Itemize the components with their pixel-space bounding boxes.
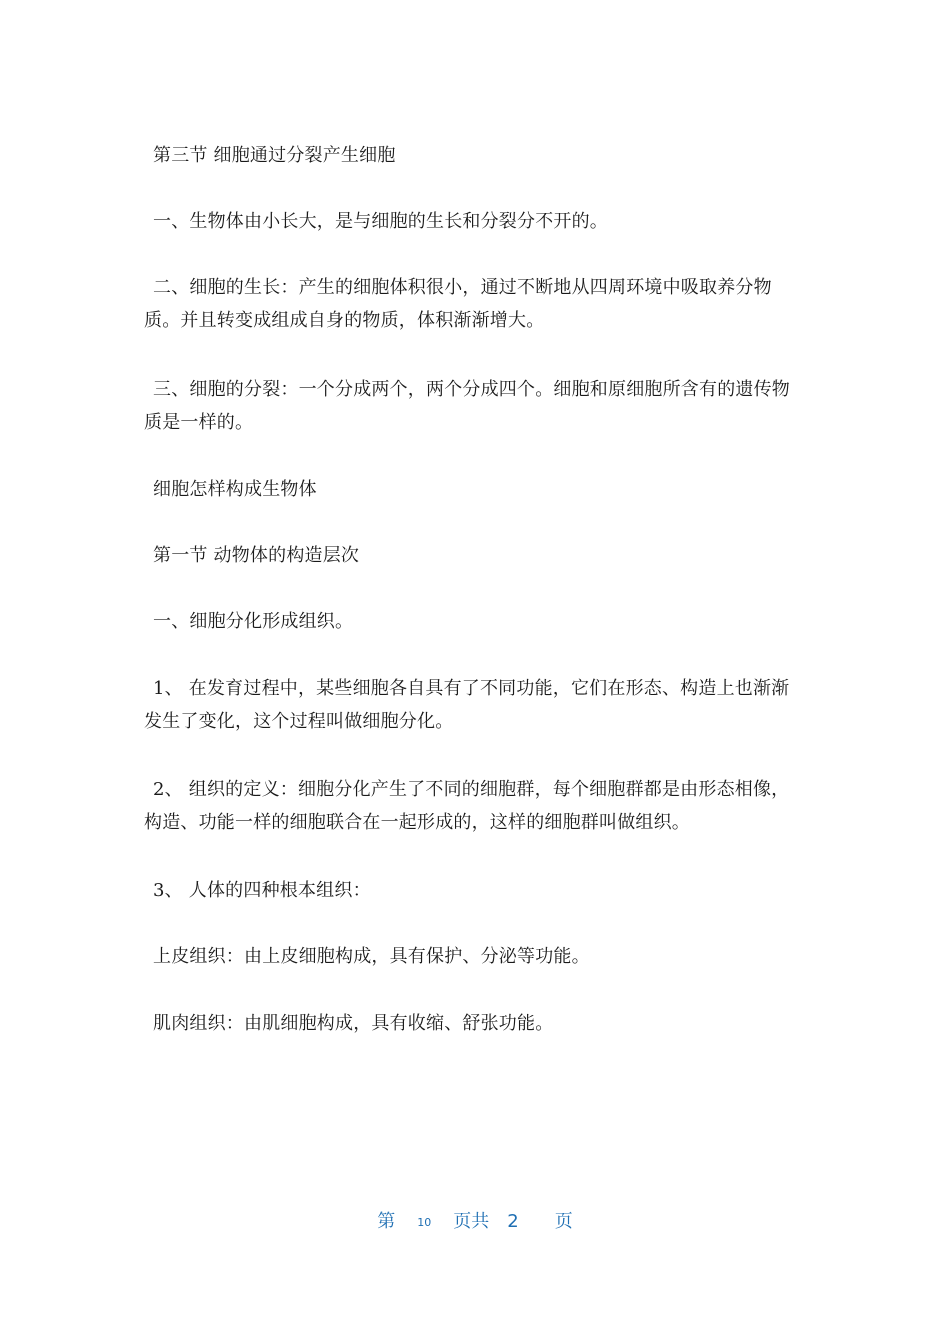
paragraph: 1、 在发育过程中，某些细胞各自具有了不同功能，它们在形态、构造上也渐渐发生了变化，这个过程叫做细胞分化。 — [144, 678, 790, 732]
paragraph: 3、 人体的四种根本组织： — [153, 880, 371, 901]
paragraph: 2、 组织的定义：细胞分化产生了不同的细胞群，每个细胞群都是由形态相像，构造、功能一样的细胞联合在一起形成的，这样的细胞群叫做组织。 — [144, 779, 790, 833]
footer-middle: 页共 — [453, 1211, 490, 1232]
footer-prefix: 第 — [377, 1211, 396, 1232]
paragraph: 一、生物体由小长大，是与细胞的生长和分裂分不开的。 — [153, 211, 608, 232]
paragraph: 上皮组织：由上皮细胞构成，具有保护、分泌等功能。 — [153, 946, 590, 967]
total-pages: 2 — [507, 1211, 519, 1232]
footer-suffix: 页 — [554, 1211, 573, 1232]
paragraph: 二、细胞的生长：产生的细胞体积很小，通过不断地从四周环境中吸取养分物质。并且转变成组成自身的物质，体积渐渐增大。 — [144, 277, 772, 331]
page-number: 10 — [417, 1215, 432, 1229]
chapter-heading: 细胞怎样构成生物体 — [153, 479, 317, 500]
paragraph: 三、细胞的分裂：一个分成两个，两个分成四个。细胞和原细胞所含有的遗传物质是一样的。 — [144, 379, 790, 433]
paragraph: 一、细胞分化形成组织。 — [153, 611, 354, 632]
section-heading: 第一节 动物体的构造层次 — [153, 545, 360, 566]
page-footer — [0, 1207, 950, 1233]
section-heading: 第三节 细胞通过分裂产生细胞 — [153, 145, 396, 166]
paragraph: 肌肉组织：由肌细胞构成，具有收缩、舒张功能。 — [153, 1013, 554, 1034]
